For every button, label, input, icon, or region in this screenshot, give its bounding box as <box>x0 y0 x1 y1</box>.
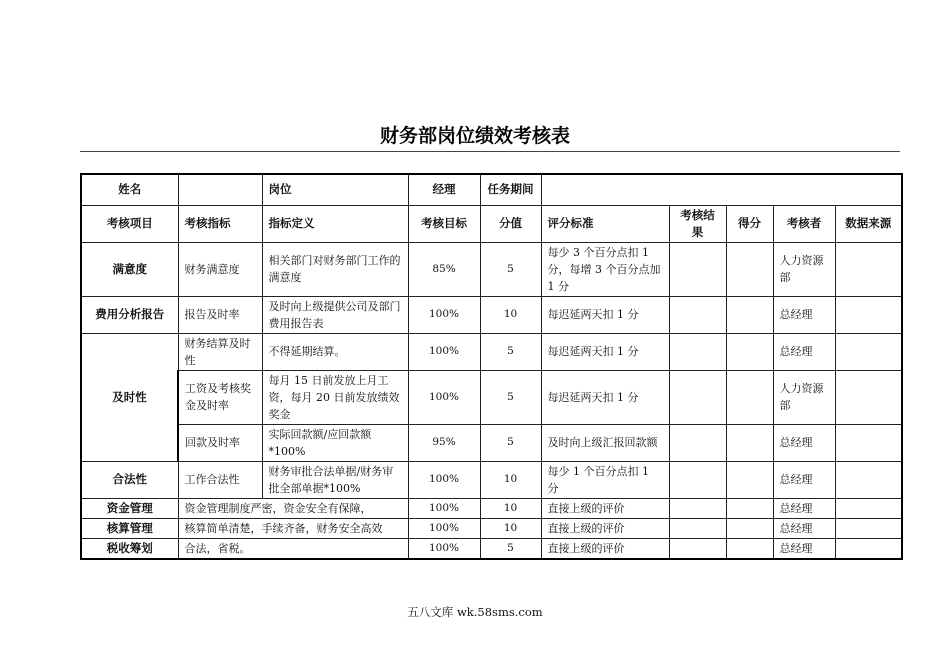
result-cell[interactable] <box>669 461 726 498</box>
indicator-cell: 核算简单清楚，手续齐备，财务安全高效 <box>178 518 408 538</box>
target-cell: 85% <box>408 242 480 296</box>
assessor-cell: 人力资源部 <box>773 370 835 424</box>
item-cell: 税收筹划 <box>81 538 178 559</box>
target-cell: 100% <box>408 370 480 424</box>
column-header-row <box>81 205 902 242</box>
points-cell[interactable] <box>726 538 773 559</box>
indicator-cell: 报告及时率 <box>178 296 262 333</box>
result-cell[interactable] <box>669 242 726 296</box>
table-row <box>81 538 902 559</box>
item-cell: 合法性 <box>81 461 178 498</box>
column-header: 指标定义 <box>262 205 408 242</box>
column-header: 考核结果 <box>669 205 726 242</box>
result-cell[interactable] <box>669 296 726 333</box>
target-cell: 95% <box>408 424 480 461</box>
document-title: 财务部岗位绩效考核表 <box>379 125 570 147</box>
column-header: 考核项目 <box>81 205 178 242</box>
result-cell[interactable] <box>669 370 726 424</box>
column-header: 得分 <box>726 205 773 242</box>
source-cell[interactable] <box>835 370 902 424</box>
standard-cell: 每迟延两天扣 1 分 <box>541 333 669 370</box>
source-cell[interactable] <box>835 461 902 498</box>
indicator-cell: 工资及考核奖金及时率 <box>178 370 262 424</box>
score-cell: 5 <box>480 538 541 559</box>
indicator-cell: 财务满意度 <box>178 242 262 296</box>
footer-text: 五八文库 wk.58sms.com <box>407 605 543 619</box>
result-cell[interactable] <box>669 518 726 538</box>
points-cell[interactable] <box>726 498 773 518</box>
assessor-cell: 总经理 <box>773 424 835 461</box>
assessor-cell: 总经理 <box>773 518 835 538</box>
target-cell: 100% <box>408 518 480 538</box>
result-cell[interactable] <box>669 424 726 461</box>
column-header: 分值 <box>480 205 541 242</box>
source-cell[interactable] <box>835 538 902 559</box>
position-label: 岗位 <box>262 174 408 205</box>
assessor-cell: 总经理 <box>773 461 835 498</box>
points-cell[interactable] <box>726 424 773 461</box>
source-cell[interactable] <box>835 333 902 370</box>
table-row <box>81 518 902 538</box>
period-value[interactable] <box>541 174 902 205</box>
target-cell: 100% <box>408 461 480 498</box>
score-cell: 5 <box>480 424 541 461</box>
assessor-cell: 总经理 <box>773 333 835 370</box>
points-cell[interactable] <box>726 370 773 424</box>
header-info-row <box>81 174 902 205</box>
column-header: 考核目标 <box>408 205 480 242</box>
points-cell[interactable] <box>726 518 773 538</box>
table-row <box>81 370 902 424</box>
item-cell: 资金管理 <box>81 498 178 518</box>
points-cell[interactable] <box>726 333 773 370</box>
item-cell: 及时性 <box>81 333 178 461</box>
assessor-cell: 人力资源部 <box>773 242 835 296</box>
standard-cell: 每迟延两天扣 1 分 <box>541 296 669 333</box>
standard-cell: 直接上级的评价 <box>541 518 669 538</box>
source-cell[interactable] <box>835 242 902 296</box>
standard-cell: 每少 1 个百分点扣 1 分 <box>541 461 669 498</box>
source-cell[interactable] <box>835 424 902 461</box>
score-cell: 10 <box>480 518 541 538</box>
definition-cell: 不得延期结算。 <box>262 333 408 370</box>
assessor-cell: 总经理 <box>773 538 835 559</box>
column-header: 考核指标 <box>178 205 262 242</box>
result-cell[interactable] <box>669 538 726 559</box>
indicator-cell: 资金管理制度严密，资金安全有保障， <box>178 498 408 518</box>
name-value[interactable] <box>178 174 262 205</box>
table-row <box>81 333 902 370</box>
column-header: 数据来源 <box>835 205 902 242</box>
indicator-cell: 回款及时率 <box>178 424 262 461</box>
table-row <box>81 498 902 518</box>
item-cell: 满意度 <box>81 242 178 296</box>
result-cell[interactable] <box>669 333 726 370</box>
assessor-cell: 总经理 <box>773 498 835 518</box>
score-cell: 10 <box>480 461 541 498</box>
indicator-cell: 工作合法性 <box>178 461 262 498</box>
score-cell: 5 <box>480 242 541 296</box>
definition-cell: 相关部门对财务部门工作的满意度 <box>262 242 408 296</box>
standard-cell: 每迟延两天扣 1 分 <box>541 370 669 424</box>
score-cell: 10 <box>480 498 541 518</box>
item-cell: 费用分析报告 <box>81 296 178 333</box>
assessment-table <box>80 173 903 560</box>
position-value: 经理 <box>408 174 480 205</box>
score-cell: 5 <box>480 370 541 424</box>
table-row <box>81 296 902 333</box>
score-cell: 10 <box>480 296 541 333</box>
title-divider <box>80 151 900 152</box>
period-label: 任务期间 <box>480 174 541 205</box>
target-cell: 100% <box>408 333 480 370</box>
definition-cell: 每月 15 日前发放上月工资，每月 20 日前发放绩效奖金 <box>262 370 408 424</box>
standard-cell: 每少 3 个百分点扣 1 分，每增 3 个百分点加 1 分 <box>541 242 669 296</box>
item-cell: 核算管理 <box>81 518 178 538</box>
assessor-cell: 总经理 <box>773 296 835 333</box>
definition-cell: 财务审批合法单据/财务审批全部单据*100% <box>262 461 408 498</box>
column-header: 考核者 <box>773 205 835 242</box>
indicator-cell: 合法，省税。 <box>178 538 408 559</box>
definition-cell: 实际回款额/应回款额*100% <box>262 424 408 461</box>
standard-cell: 及时向上级汇报回款额 <box>541 424 669 461</box>
table-row <box>81 424 902 461</box>
target-cell: 100% <box>408 296 480 333</box>
source-cell[interactable] <box>835 296 902 333</box>
score-cell: 5 <box>480 333 541 370</box>
table-row <box>81 461 902 498</box>
indicator-cell: 财务结算及时性 <box>178 333 262 370</box>
name-label: 姓名 <box>81 174 178 205</box>
column-header: 评分标准 <box>541 205 669 242</box>
table-row <box>81 242 902 296</box>
points-cell[interactable] <box>726 296 773 333</box>
points-cell[interactable] <box>726 461 773 498</box>
result-cell[interactable] <box>669 498 726 518</box>
target-cell: 100% <box>408 538 480 559</box>
standard-cell: 直接上级的评价 <box>541 538 669 559</box>
source-cell[interactable] <box>835 518 902 538</box>
definition-cell: 及时向上级提供公司及部门费用报告表 <box>262 296 408 333</box>
standard-cell: 直接上级的评价 <box>541 498 669 518</box>
points-cell[interactable] <box>726 242 773 296</box>
source-cell[interactable] <box>835 498 902 518</box>
target-cell: 100% <box>408 498 480 518</box>
